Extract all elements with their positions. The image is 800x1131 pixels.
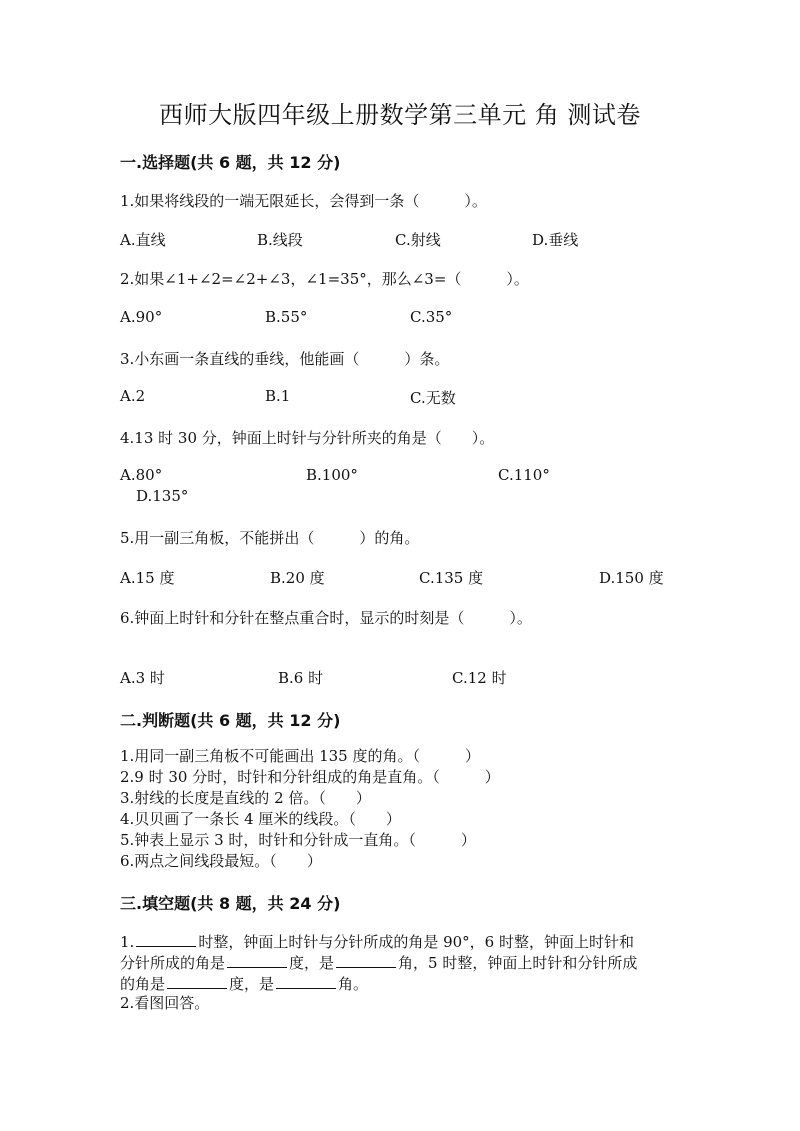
- question-number: 1.: [120, 933, 135, 951]
- question-text: 角，5 时整，钟面上时针和分针所成: [398, 954, 638, 972]
- fill-question-2: 2.看图回答。: [120, 994, 210, 1012]
- option-b: B.20 度: [270, 569, 325, 587]
- question-stem: 2.如果∠1+∠2=∠2+∠3，∠1=35°，那么∠3=（ ）。: [120, 270, 529, 288]
- answer-blank[interactable]: [336, 951, 396, 968]
- option-a: A.3 时: [120, 669, 165, 687]
- question-stem: 6.钟面上时针和分针在整点重合时，显示的时刻是（ ）。: [120, 609, 532, 627]
- option-d: D.150 度: [599, 569, 664, 587]
- section-heading-judgement: 二.判断题(共 6 题，共 12 分): [120, 711, 341, 730]
- question-stem: 5.用一副三角板，不能拼出（ ）的角。: [120, 529, 420, 547]
- answer-blank[interactable]: [167, 972, 227, 989]
- answer-blank[interactable]: [276, 972, 336, 989]
- option-a: A.2: [120, 387, 146, 405]
- option-c: C.射线: [395, 231, 441, 249]
- question-text: 度，是: [289, 954, 335, 972]
- judgement-item: 5.钟表上显示 3 时，时针和分针成一直角。（ ）: [120, 831, 476, 849]
- judgement-item: 3.射线的长度是直线的 2 倍。（ ）: [120, 789, 371, 807]
- option-b: B.100°: [306, 466, 358, 484]
- answer-blank[interactable]: [227, 951, 287, 968]
- option-c: C.110°: [498, 466, 550, 484]
- option-a: A.80°: [120, 466, 163, 484]
- judgement-item: 6.两点之间线段最短。（ ）: [120, 852, 322, 870]
- judgement-item: 1.用同一副三角板不可能画出 135 度的角。（ ）: [120, 747, 480, 765]
- judgement-item: 2.9 时 30 分时，时针和分针组成的角是直角。（ ）: [120, 768, 500, 786]
- option-b: B.1: [265, 387, 291, 405]
- question-stem: 4.13 时 30 分，钟面上时针与分针所夹的角是（ ）。: [120, 429, 495, 447]
- section-heading-fill: 三.填空题(共 8 题，共 24 分): [120, 894, 341, 913]
- fill-question-line: [120, 930, 634, 953]
- fill-question-line: [120, 951, 637, 974]
- option-a: A.90°: [120, 308, 163, 326]
- page-title: 西师大版四年级上册数学第三单元 角 测试卷: [159, 101, 641, 129]
- question-text: 分针所成的角是: [120, 954, 226, 972]
- option-c: C.无数: [410, 389, 456, 407]
- question-text: 的角是: [120, 975, 166, 993]
- option-c: C.35°: [410, 308, 453, 326]
- question-text: 时整，钟面上时针与分针所成的角是 90°，6 时整，钟面上时针和: [198, 933, 634, 951]
- question-text: 度，是: [229, 975, 275, 993]
- option-d: D.135°: [136, 487, 189, 505]
- question-stem: 1.如果将线段的一端无限延长，会得到一条（ ）。: [120, 192, 487, 210]
- option-c: C.135 度: [419, 569, 484, 587]
- fill-question-line: [120, 972, 368, 995]
- question-stem: 3.小东画一条直线的垂线，他能画（ ）条。: [120, 350, 450, 368]
- question-text: 角。: [338, 975, 369, 993]
- section-heading-choice: 一.选择题(共 6 题，共 12 分): [120, 153, 341, 172]
- option-d: D.垂线: [532, 231, 579, 249]
- option-a: A.直线: [120, 231, 166, 249]
- option-c: C.12 时: [452, 669, 507, 687]
- judgement-item: 4.贝贝画了一条长 4 厘米的线段。（ ）: [120, 810, 401, 828]
- answer-blank[interactable]: [136, 930, 196, 947]
- option-b: B.6 时: [278, 669, 324, 687]
- option-a: A.15 度: [120, 569, 175, 587]
- option-b: B.线段: [257, 231, 303, 249]
- option-b: B.55°: [265, 308, 308, 326]
